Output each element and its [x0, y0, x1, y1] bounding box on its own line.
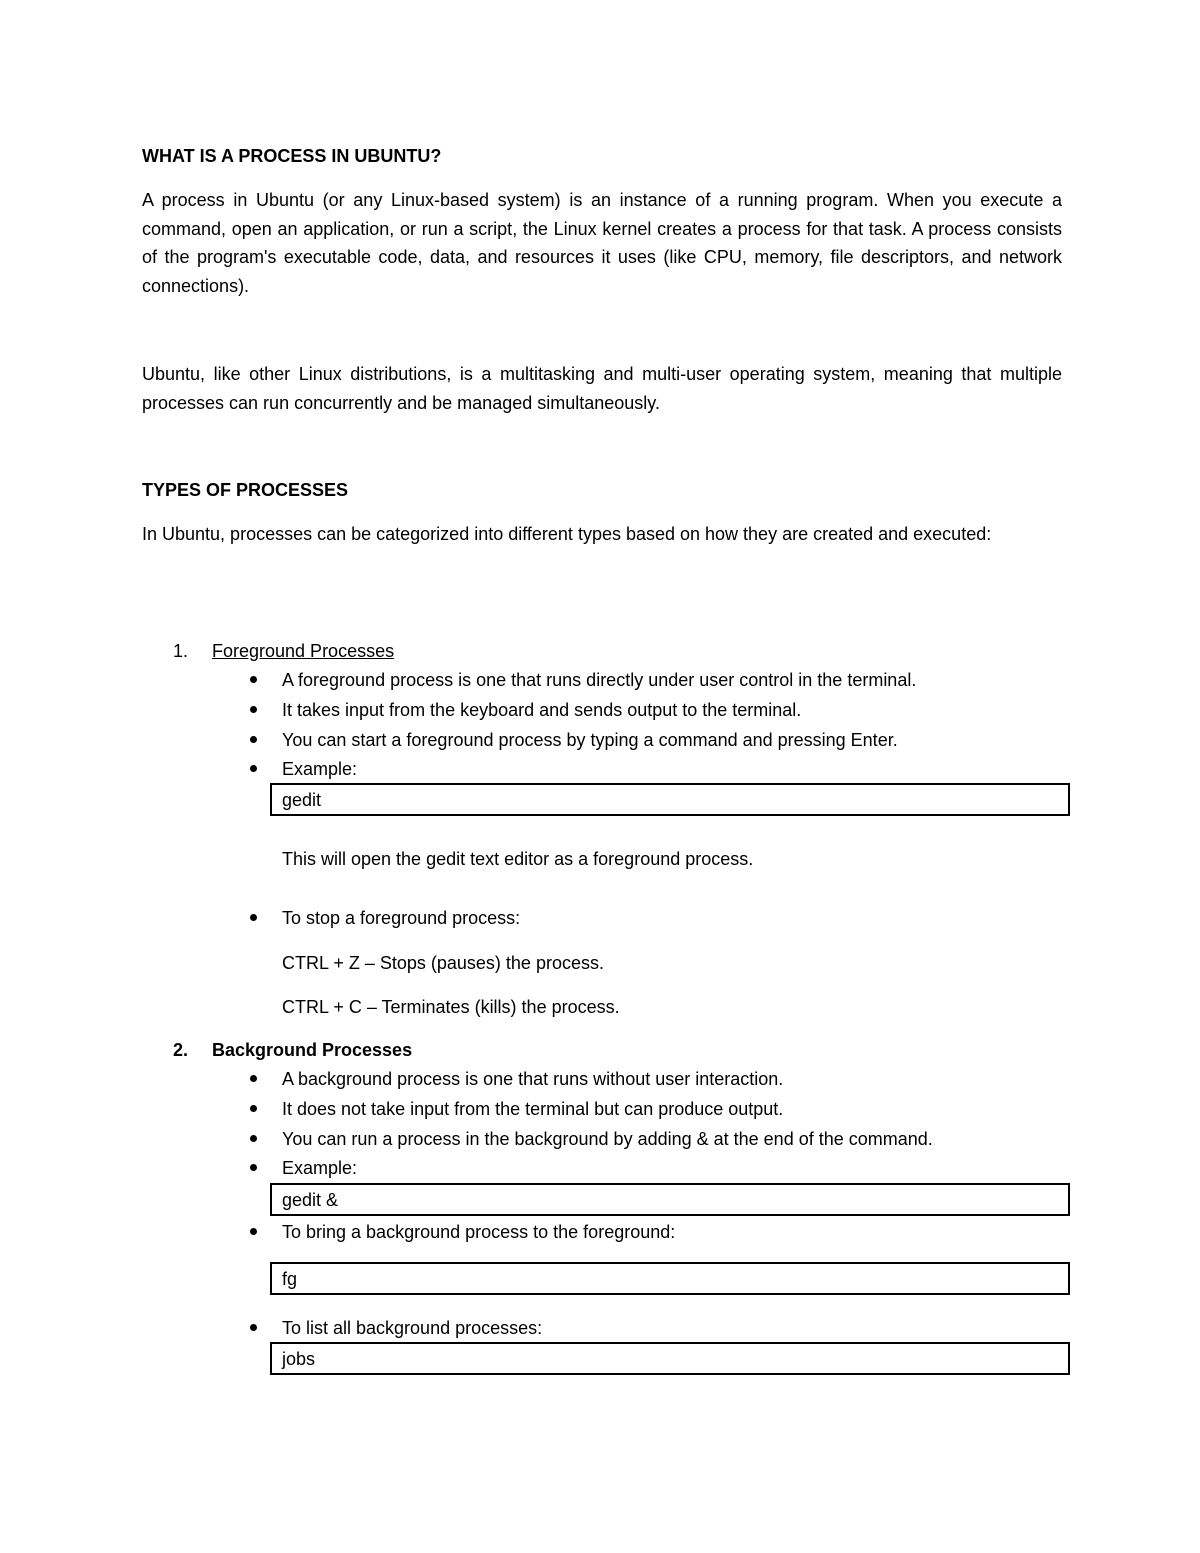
code-text: fg — [282, 1269, 298, 1289]
bullet-icon — [250, 1075, 260, 1085]
shortcut-ctrl-z: CTRL + Z – Stops (pauses) the process. — [282, 953, 604, 973]
list-title-foreground: Foreground Processes — [212, 641, 395, 661]
list-item: To bring a background process to the foreground: — [282, 1222, 676, 1242]
code-text: jobs — [282, 1349, 316, 1369]
code-box-gedit — [270, 783, 1070, 816]
code-box-fg — [270, 1262, 1070, 1295]
example-note: This will open the gedit text editor as a foreground process. — [282, 849, 754, 869]
list-item: To list all background processes: — [282, 1318, 543, 1338]
list-item: A foreground process is one that runs directly under user control in the terminal. — [282, 670, 917, 690]
paragraph-types-intro: In Ubuntu, processes can be categorized into different types based on how they are created and executed: — [142, 524, 992, 544]
bullet-icon — [250, 736, 260, 746]
bullet-icon — [250, 1228, 260, 1238]
bullet-icon — [250, 1324, 260, 1334]
bullet-icon — [250, 914, 260, 924]
code-box-jobs — [270, 1342, 1070, 1375]
paragraph-process-definition: A process in Ubuntu (or any Linux-based system) is an instance of a running program. When you execute a command, open an application, or run a script, the Linux kernel creates a process for that task. A process consists of the program's executable code, data, and resources it uses (like CPU, memory, file descriptors, and network connections). — [142, 190, 1062, 296]
list-item: You can start a foreground process by typing a command and pressing Enter. — [282, 730, 898, 750]
list-item: It does not take input from the terminal but can produce output. — [282, 1099, 784, 1119]
list-item: A background process is one that runs without user interaction. — [282, 1069, 784, 1089]
list-item: Example: — [282, 1158, 358, 1178]
section-heading-process: WHAT IS A PROCESS IN UBUNTU? — [142, 146, 442, 166]
bullet-icon — [250, 765, 260, 775]
code-text: gedit — [282, 790, 322, 810]
list-item: To stop a foreground process: — [282, 908, 521, 928]
list-number-2: 2. — [173, 1040, 189, 1060]
shortcut-ctrl-c: CTRL + C – Terminates (kills) the process. — [282, 997, 620, 1017]
bullet-icon — [250, 706, 260, 716]
list-item: Example: — [282, 759, 358, 779]
bullet-icon — [250, 1135, 260, 1145]
bullet-icon — [250, 1164, 260, 1174]
list-title-background: Background Processes — [212, 1040, 413, 1060]
list-number-1: 1. — [173, 641, 189, 661]
list-item: It takes input from the keyboard and sends output to the terminal. — [282, 700, 802, 720]
bullet-icon — [250, 676, 260, 686]
paragraph-multitasking: Ubuntu, like other Linux distributions, is a multitasking and multi-user operating system, meaning that multiple processes can run concurrently and be managed simultaneously. — [142, 364, 1062, 413]
code-text: gedit & — [282, 1190, 339, 1210]
section-heading-types: TYPES OF PROCESSES — [142, 480, 349, 500]
code-box-gedit-bg — [270, 1183, 1070, 1216]
list-item: You can run a process in the background by adding & at the end of the command. — [282, 1129, 933, 1149]
bullet-icon — [250, 1105, 260, 1115]
